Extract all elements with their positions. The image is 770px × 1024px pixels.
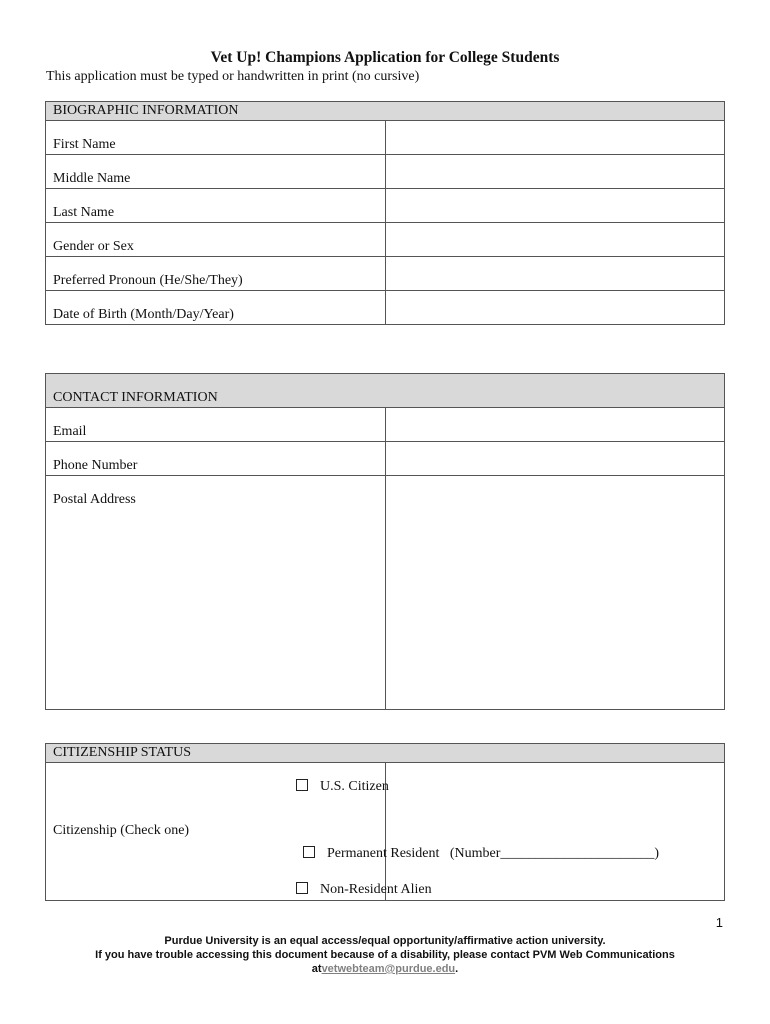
gender-field[interactable]: [385, 223, 725, 257]
last-name-label: Last Name: [46, 189, 386, 223]
postal-address-label: Postal Address: [46, 476, 386, 710]
page-number: 1: [715, 915, 723, 930]
phone-field[interactable]: [385, 442, 725, 476]
option-non-resident-alien[interactable]: [296, 882, 432, 898]
footer-line-3-prefix: at: [311, 963, 322, 975]
footer-line-3-suffix: .: [455, 963, 459, 975]
footer-line-3: [0, 962, 770, 976]
document-title: Vet Up! Champions Application for College Students: [210, 49, 560, 66]
footer-line-2: If you have trouble accessing this document because of a disability, please contact PVM Web Communications: [95, 949, 675, 961]
footer-line-1: Purdue University is an equal access/equal opportunity/affirmative action university.: [164, 935, 606, 947]
webteam-email-link[interactable]: vetwebteam@purdue.edu: [321, 963, 456, 975]
checkbox-icon[interactable]: [296, 779, 308, 791]
contact-table: [45, 373, 725, 710]
pronoun-field[interactable]: [385, 257, 725, 291]
option-permanent-resident[interactable]: [296, 830, 659, 862]
contact-header: CONTACT INFORMATION: [46, 374, 725, 408]
document-subtitle: This application must be typed or handwritten in print (no cursive): [46, 69, 420, 84]
last-name-field[interactable]: [385, 189, 725, 223]
option-permanent-resident-label: Permanent Resident (Number______________________): [327, 846, 660, 861]
middle-name-label: Middle Name: [46, 155, 386, 189]
option-non-resident-alien-label: Non-Resident Alien: [320, 882, 432, 897]
option-us-citizen-label: U.S. Citizen: [320, 779, 389, 794]
biographic-header: BIOGRAPHIC INFORMATION: [46, 102, 725, 121]
checkbox-icon[interactable]: [296, 882, 308, 894]
pronoun-label: Preferred Pronoun (He/She/They): [46, 257, 386, 291]
citizenship-table: [45, 743, 725, 901]
date-of-birth-label: Date of Birth (Month/Day/Year): [46, 291, 386, 325]
email-label: Email: [46, 408, 386, 442]
first-name-label: First Name: [46, 121, 386, 155]
gender-label: Gender or Sex: [46, 223, 386, 257]
checkbox-icon[interactable]: [303, 846, 315, 858]
phone-label: Phone Number: [46, 442, 386, 476]
biographic-table: [45, 101, 725, 325]
middle-name-field[interactable]: [385, 155, 725, 189]
postal-address-field[interactable]: [385, 476, 725, 710]
citizenship-header: CITIZENSHIP STATUS: [46, 744, 725, 763]
first-name-field[interactable]: [385, 121, 725, 155]
option-us-citizen[interactable]: [296, 779, 389, 795]
email-field[interactable]: [385, 408, 725, 442]
date-of-birth-field[interactable]: [385, 291, 725, 325]
citizenship-label: Citizenship (Check one): [46, 763, 386, 901]
